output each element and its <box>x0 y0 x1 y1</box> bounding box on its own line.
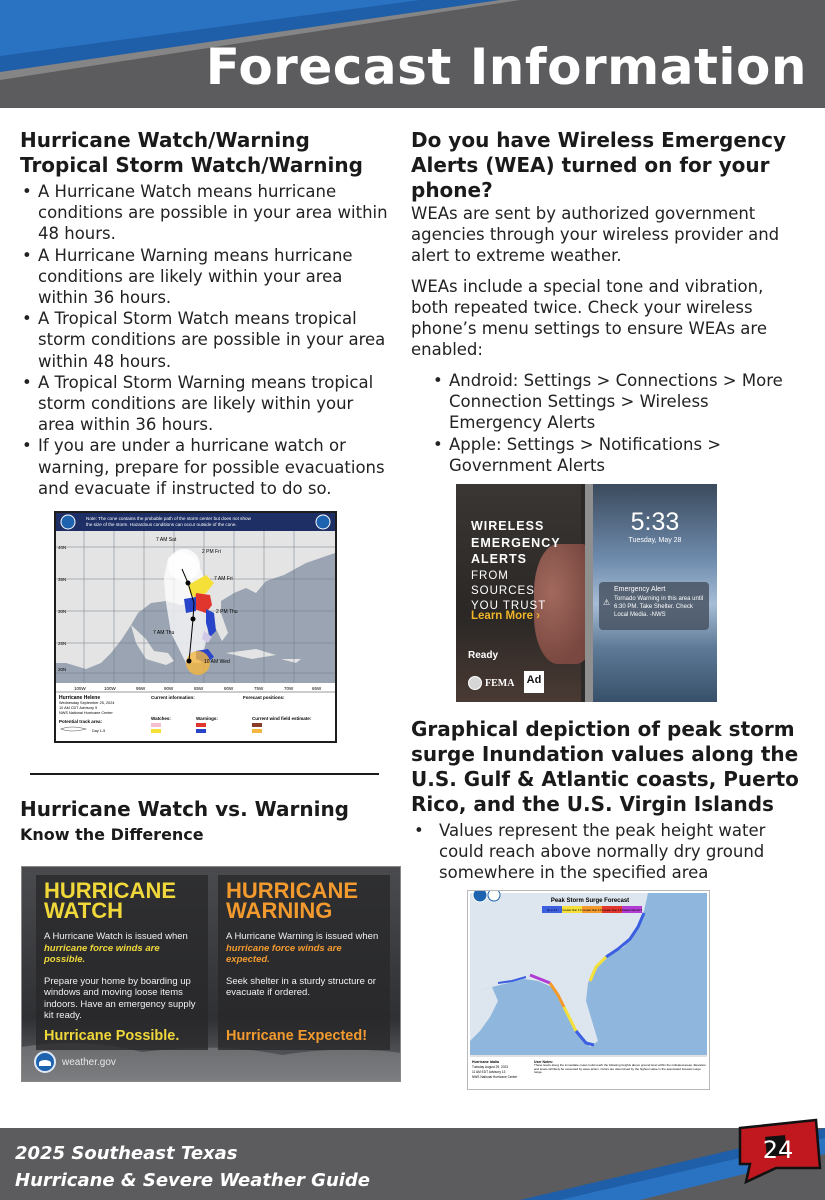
cone-lat-label: 25N <box>58 641 67 646</box>
surge-map-svg <box>468 891 709 1089</box>
surge-legend <box>542 906 642 913</box>
wea-sub-line3: YOU TRUST <box>471 600 547 612</box>
cone-note: Note: The cone contains the probable path of the storm center but does not show the size of the storm. Hazardous conditions can occur outside of the cone. <box>86 516 251 527</box>
cone-lat-label: 35N <box>58 577 67 582</box>
cone-time-label: 2 PM Fri <box>202 549 221 555</box>
wea-ad-panel <box>456 484 581 702</box>
list-item: • A Hurricane Watch means hurricane conditions are possible in your area within 48 hours. <box>20 181 392 245</box>
footer-line1: 2025 Southeast Texas <box>15 1143 238 1164</box>
wea-ad-headline <box>471 518 561 568</box>
watch-emphasis: hurricane force winds are possible. <box>44 942 160 965</box>
watch-definition <box>36 921 208 966</box>
alert-title: Emergency Alert <box>614 586 666 593</box>
phone-lockscreen <box>585 484 717 702</box>
list-item: • Values represent the peak height water could reach above normally dry ground somewhere in the specified area <box>411 820 801 884</box>
emergency-alert-notification <box>599 582 709 630</box>
right-column <box>411 128 791 476</box>
cone-forecast-positions-label: Forecast positions: <box>243 695 285 700</box>
warning-footer: Hurricane Expected! <box>226 1028 368 1044</box>
footer-line2: Hurricane & Severe Weather Guide <box>15 1170 371 1191</box>
storm-surge-list <box>411 820 801 884</box>
wea-sub-line2: SOURCES <box>471 585 535 597</box>
cone-warnings-label: Warnings: <box>196 716 218 721</box>
watch-vs-warning-subheading: Know the Difference <box>20 825 204 844</box>
cone-advisory-number: 10 AM CDT Advisory 9 <box>59 706 98 710</box>
surge-center-name: NWS National Hurricane Center <box>472 1075 518 1079</box>
hurricane-cone-map <box>54 511 337 743</box>
fema-logo <box>468 676 514 690</box>
surge-legend-label: Greater than 3 ft <box>562 909 582 912</box>
warning-title-line2: WARNING <box>226 898 333 923</box>
weather-gov-text: weather.gov <box>62 1056 116 1068</box>
surge-legend-label: Greater than 6 ft <box>582 909 602 912</box>
surge-advisory-date: Tuesday August 29, 2023 <box>472 1065 509 1069</box>
cone-lon-label: 75W <box>254 686 264 691</box>
cone-lon-label: 95W <box>136 686 146 691</box>
watch-warning-heading <box>20 128 392 178</box>
weather-gov-logo <box>34 1051 116 1073</box>
cone-lat-label: 30N <box>58 609 67 614</box>
warning-panel-title <box>218 875 390 921</box>
phone-date: Tuesday, May 28 <box>628 537 682 544</box>
surge-user-notes-wrap <box>534 1064 706 1086</box>
fema-text: FEMA <box>485 677 515 689</box>
wea-headline-line1: WIRELESS <box>471 519 545 533</box>
cone-day-label: Day 1-5 <box>92 729 106 733</box>
wea-sub-line1: FROM <box>471 570 509 582</box>
wea-ad-graphic <box>456 484 717 702</box>
alert-body: Tornado Warning in this area until 6:30 PM. Take Shelter. Check Local Media. -NWS <box>614 596 704 618</box>
watch-vs-warning-graphic <box>21 866 401 1082</box>
learn-more-link: Learn More › <box>471 610 541 622</box>
cone-lat-label: 40N <box>58 545 67 550</box>
cone-storm-name: Hurricane Helene <box>59 695 101 701</box>
warning-panel <box>218 875 390 1050</box>
cone-lon-label: 65W <box>312 686 322 691</box>
warning-body: Seek shelter in a sturdy structure or evacuate if ordered. <box>226 975 376 998</box>
cone-time-label: 7 AM Fri <box>214 576 233 582</box>
surge-legend-label: Greater than 12 ft <box>621 909 643 912</box>
cone-time-label: 2 PM Thu <box>216 609 238 615</box>
surge-legend-label: Greater than 9 ft <box>602 909 622 912</box>
cone-time-label: 10 AM Wed <box>204 659 230 665</box>
storm-surge-section <box>411 717 801 884</box>
list-item: • Apple: Settings > Notifications > Government Alerts <box>431 434 791 476</box>
watch-warning-list <box>20 181 392 499</box>
cone-lon-label: 105W <box>74 686 86 691</box>
wea-settings-list <box>431 370 791 476</box>
cone-lon-label: 70W <box>284 686 294 691</box>
surge-storm-name: Hurricane Idalia <box>472 1060 499 1064</box>
storm-surge-heading: Graphical depiction of peak storm surge Inundation values along the U.S. Gulf & Atlantic coasts, Puerto Rico, and the U.S. Virgin Islands <box>411 717 799 816</box>
warning-lead: A Hurricane Warning is issued when <box>226 931 379 942</box>
watch-footer: Hurricane Possible. <box>44 1028 180 1044</box>
wea-heading: Do you have Wireless Emergency Alerts (WEA) turned on for your phone? <box>411 128 787 202</box>
wea-paragraph-1: WEAs are sent by authorized government agencies through your wireless provider and alert to extreme weather. <box>411 204 780 265</box>
page-header <box>0 0 825 108</box>
surge-user-notes: These levels along the immediate coast could reach the following heights above ground level within the indicated areas. Elevation and levels will likely be exceeded by wave action. Colors are determined by the highest value in the associated forecast surge range. <box>534 1064 706 1075</box>
warning-icon: ⚠ <box>603 598 611 607</box>
left-column <box>20 128 392 499</box>
cone-map-svg <box>56 513 335 741</box>
page-title: Forecast Information <box>205 38 807 96</box>
warning-definition <box>218 921 390 966</box>
watch-warning-heading-line1: Hurricane Watch/Warning <box>20 128 310 152</box>
warning-title-line1: HURRICANE <box>226 878 358 903</box>
cone-current-info-label: Current information: <box>151 695 195 700</box>
list-item: • A Tropical Storm Watch means tropical storm conditions are possible in your area within 48 hours. <box>20 308 392 372</box>
list-item: • A Tropical Storm Warning means tropical storm conditions are likely within your area within 36 hours. <box>20 372 392 436</box>
noaa-icon <box>34 1051 56 1073</box>
wea-paragraph-2: WEAs include a special tone and vibration, both repeated twice. Check your wireless phone’s menu settings to ensure WEAs are enabled: <box>411 277 767 359</box>
watch-vs-warning-title <box>20 797 349 846</box>
cone-advisory-date: Wednesday September 25, 2024 <box>59 701 115 705</box>
cone-lon-label: 100W <box>104 686 116 691</box>
cone-time-label: 7 AM Sat <box>156 537 177 543</box>
warning-emphasis: hurricane force winds are expected. <box>226 942 342 965</box>
surge-map-title: Peak Storm Surge Forecast <box>550 898 630 904</box>
surge-advisory-number: 11 AM EDT Advisory 13 <box>472 1070 506 1074</box>
ready-logo: Ready <box>468 650 499 661</box>
cone-potential-track-label: Potential track area: <box>59 719 103 724</box>
storm-surge-map <box>467 890 710 1090</box>
phone-time: 5:33 <box>630 508 680 536</box>
wea-ad-subhead <box>471 569 546 614</box>
cone-watches-label: Watches: <box>151 716 171 721</box>
cone-center-name: NWS National Hurricane Center <box>59 711 113 715</box>
list-item: • Android: Settings > Connections > More Connection Settings > Wireless Emergency Alerts <box>431 370 791 434</box>
watch-lead: A Hurricane Watch is issued when <box>44 931 188 942</box>
watch-warning-heading-line2: Tropical Storm Watch/Warning <box>20 153 363 177</box>
watch-panel-title <box>36 875 208 921</box>
ad-council-logo: Ad <box>524 671 544 693</box>
section-divider <box>30 773 379 775</box>
surge-legend-label: Up to 3 ft <box>546 909 558 912</box>
cone-lon-label: 90W <box>164 686 174 691</box>
dhs-seal-icon <box>468 676 482 690</box>
watch-panel <box>36 875 208 1050</box>
footer-title <box>15 1140 370 1194</box>
cone-lat-label: 20N <box>58 667 67 672</box>
list-item: • A Hurricane Warning means hurricane conditions are likely within your area within 36 hours. <box>20 245 392 309</box>
cone-lon-label: 85W <box>194 686 204 691</box>
cone-time-label: 7 AM Thu <box>153 630 175 636</box>
page-footer <box>0 1128 825 1200</box>
list-item: • If you are under a hurricane watch or warning, prepare for possible evacuations and evacuate if instructed to do so. <box>20 435 392 499</box>
watch-body: Prepare your home by boarding up windows and moving loose items indoors. Have an emergency supply kit ready. <box>44 975 196 1021</box>
wea-headline-line2: EMERGENCY <box>471 535 561 550</box>
surge-user-notes-label: User Notes: <box>534 1060 554 1064</box>
wea-headline-line3: ALERTS <box>471 552 527 566</box>
cone-lon-label: 80W <box>224 686 234 691</box>
watch-title-line2: WATCH <box>44 898 124 923</box>
page-number: 24 <box>762 1136 794 1164</box>
watch-title-line1: HURRICANE <box>44 878 176 903</box>
cone-wind-field-label: Current wind field estimate: <box>252 716 312 721</box>
watch-vs-warning-heading: Hurricane Watch vs. Warning <box>20 797 349 821</box>
